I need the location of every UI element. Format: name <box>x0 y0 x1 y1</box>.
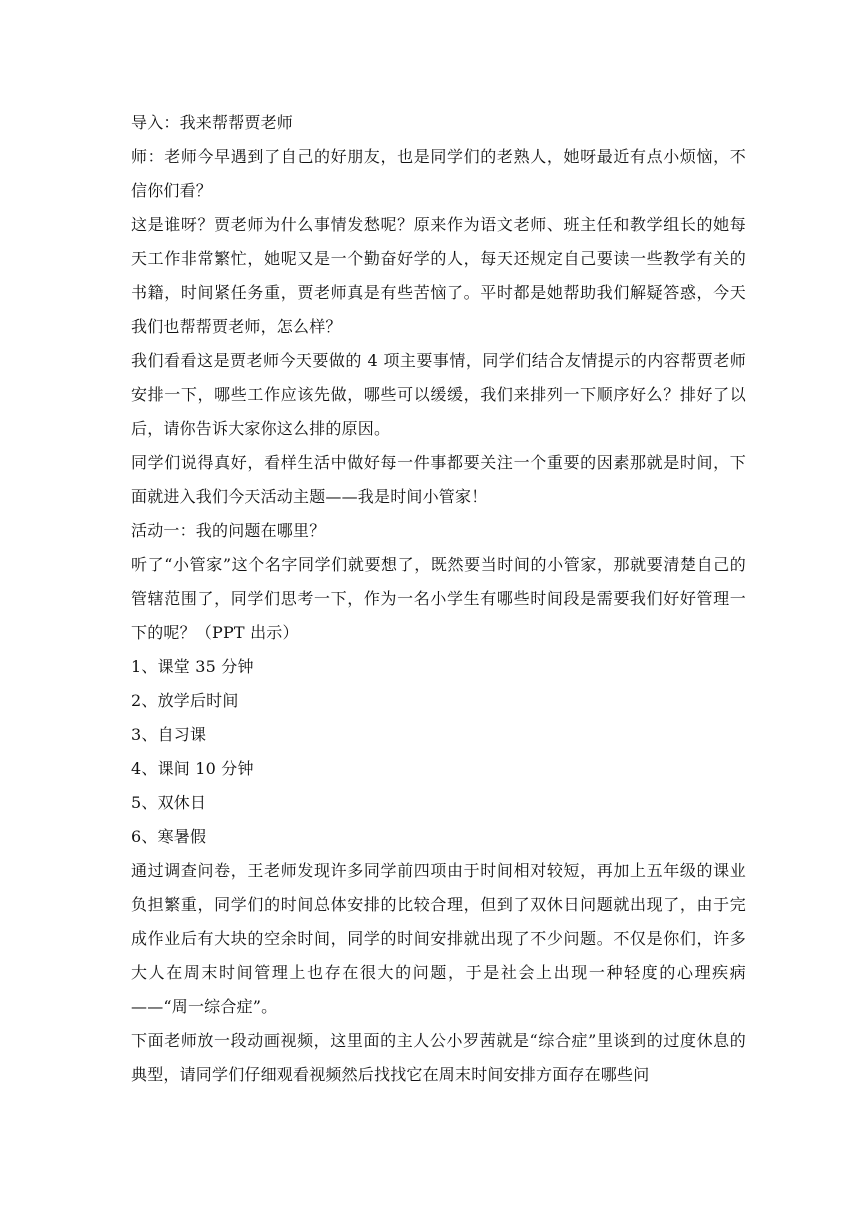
paragraph: 我们看看这是贾老师今天要做的 4 项主要事情，同学们结合友情提示的内容帮贾老师安排一下，哪些工作应该先做，哪些可以缓缓，我们来排列一下顺序好么？排好了以后，请你告诉大家你这么排的原因。 <box>131 351 746 438</box>
paragraph: 同学们说得真好，看样生活中做好每一件事都要关注一个重要的因素那就是时间，下面就进入我们今天活动主题——我是时间小管家！ <box>131 453 746 506</box>
list-item: 1、课堂 35 分钟 <box>131 657 254 676</box>
section-heading-intro: 导入：我来帮帮贾老师 <box>131 113 294 132</box>
list-item: 4、课间 10 分钟 <box>131 759 254 778</box>
paragraph: 下面老师放一段动画视频，这里面的主人公小罗茜就是“综合症”里谈到的过度休息的典型，请同学们仔细观看视频然后找找它在周末时间安排方面存在哪些问 <box>131 1031 746 1084</box>
paragraph: 师：老师今早遇到了自己的好朋友，也是同学们的老熟人，她呀最近有点小烦恼，不信你们看？ <box>131 147 746 200</box>
section-heading-activity-one: 活动一：我的问题在哪里？ <box>131 521 326 540</box>
list-item: 6、寒暑假 <box>131 827 207 846</box>
paragraph: 听了“小管家”这个名字同学们就要想了，既然要当时间的小管家，那就要清楚自己的管辖范围了，同学们思考一下，作为一名小学生有哪些时间段是需要我们好好管理一下的呢？（PPT 出示） <box>131 555 746 642</box>
paragraph: 这是谁呀？贾老师为什么事情发愁呢？原来作为语文老师、班主任和教学组长的她每天工作非常繁忙，她呢又是一个勤奋好学的人，每天还规定自己要读一些教学有关的书籍，时间紧任务重，贾老师真是有些苦恼了。平时都是她帮助我们解疑答惑，今天我们也帮帮贾老师，怎么样？ <box>131 215 746 336</box>
list-item: 2、放学后时间 <box>131 691 239 710</box>
list-item: 5、双休日 <box>131 793 207 812</box>
paragraph: 通过调查问卷，王老师发现许多同学前四项由于时间相对较短，再加上五年级的课业负担繁重，同学们的时间总体安排的比较合理，但到了双休日问题就出现了，由于完成作业后有大块的空余时间，同学的时间安排就出现了不少问题。不仅是你们，许多大人在周末时间管理上也存在很大的问题，于是社会上出现一种轻度的心理疾病——“周一综合症”。 <box>131 861 746 1016</box>
list-item: 3、自习课 <box>131 725 207 744</box>
document-body <box>131 106 746 1092</box>
